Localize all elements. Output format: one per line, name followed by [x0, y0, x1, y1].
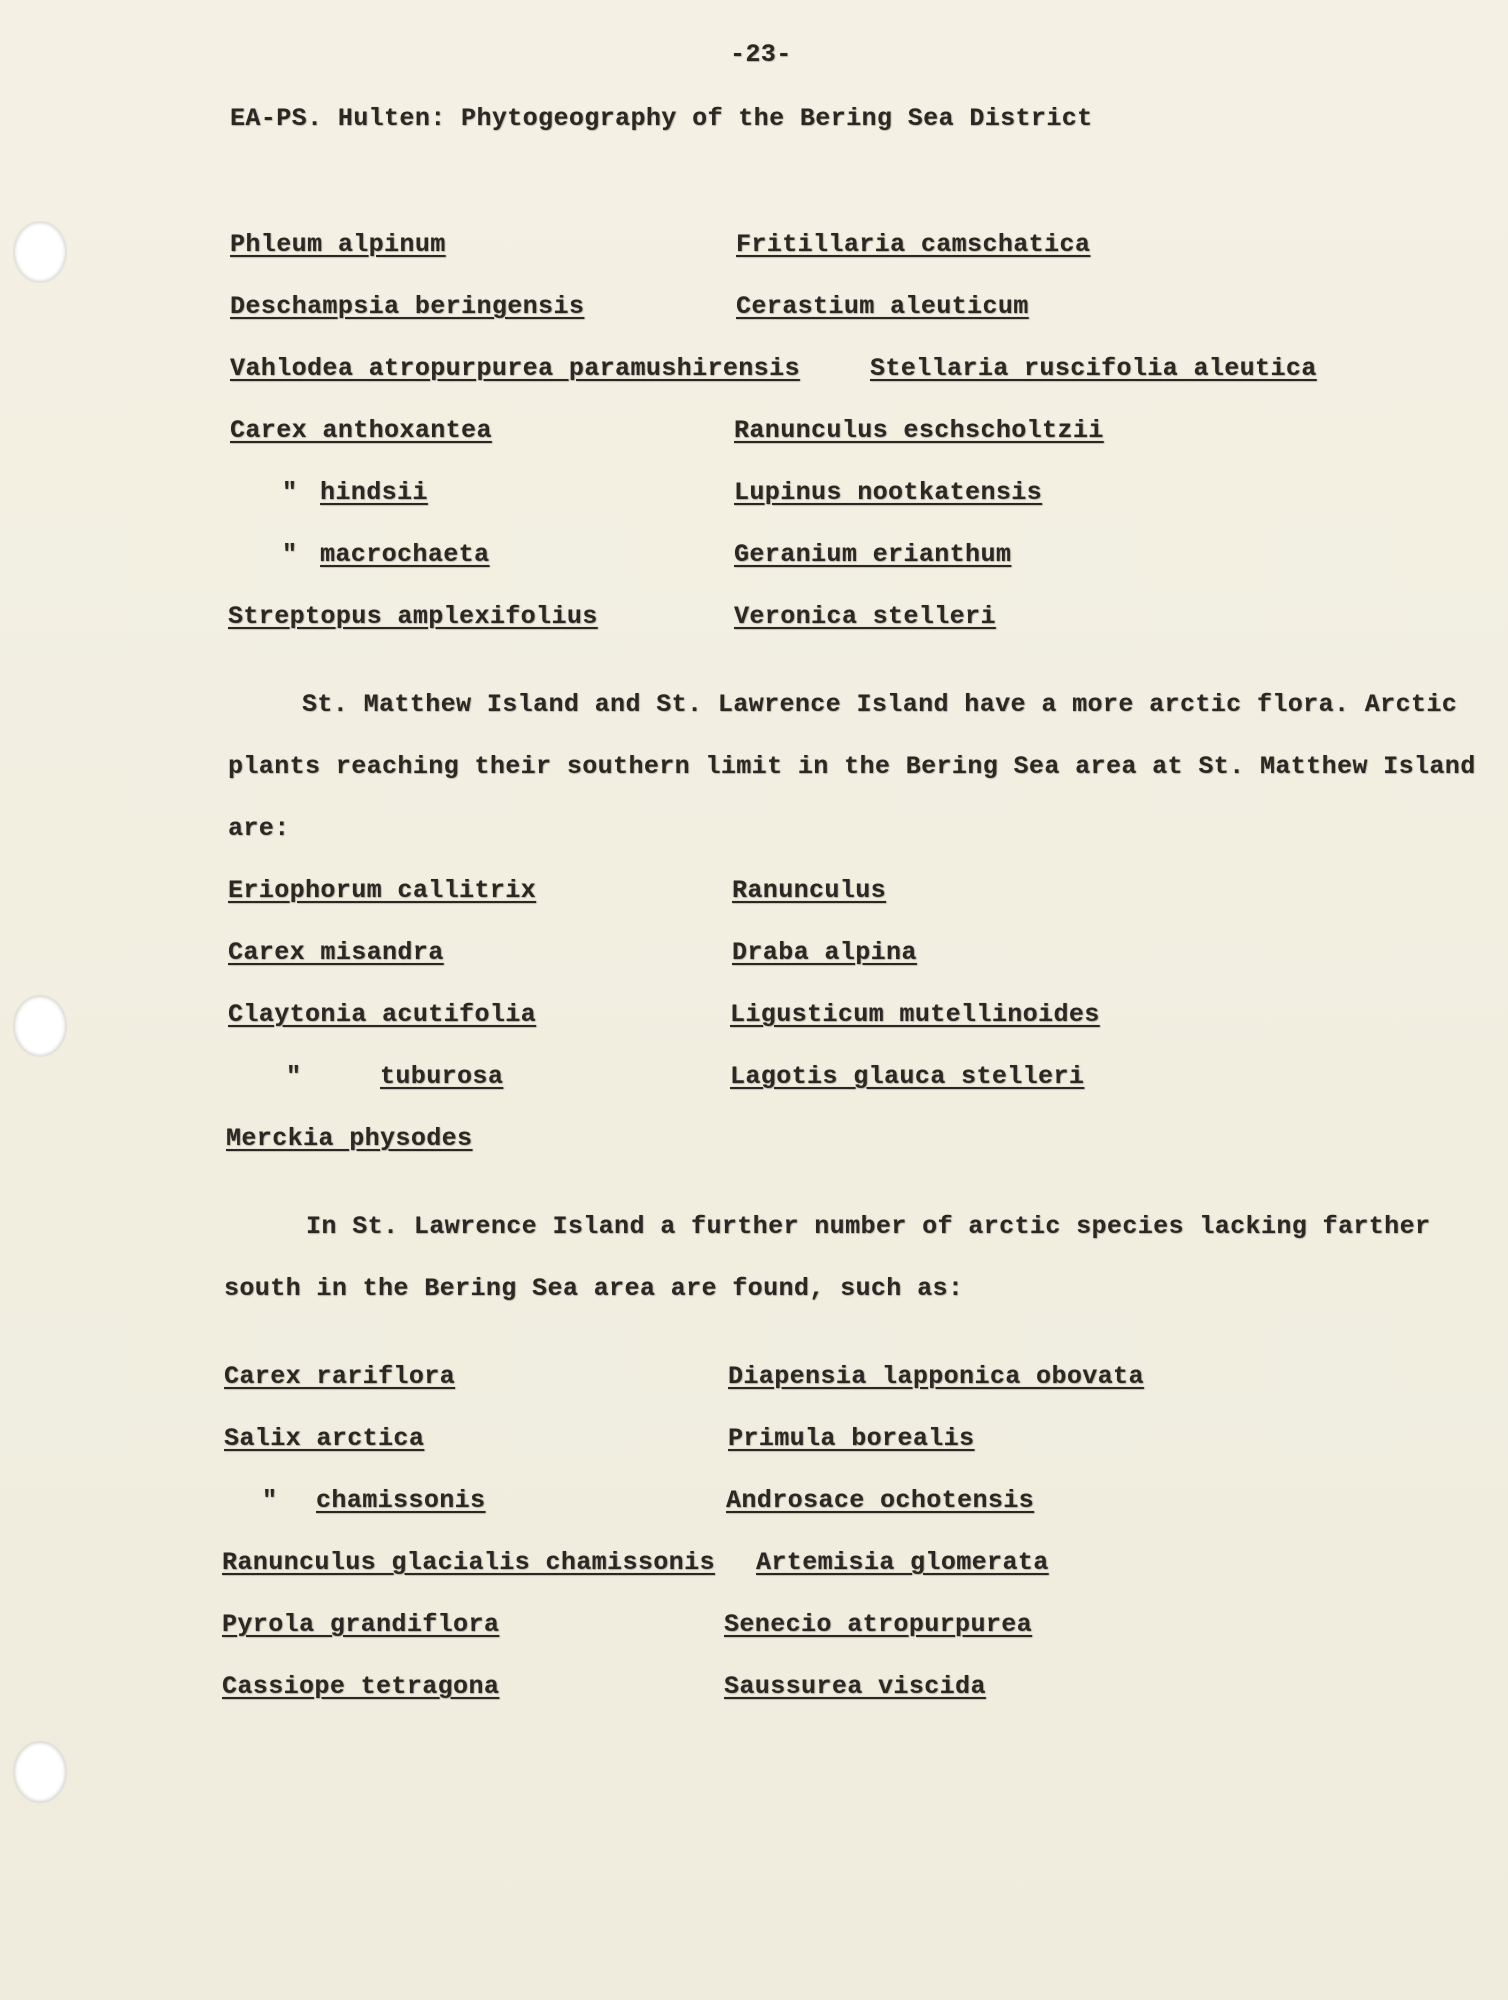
species-name: Lupinus nootkatensis: [734, 478, 1043, 507]
species-name: chamissonis: [316, 1486, 486, 1515]
species-name: Carex misandra: [228, 938, 444, 967]
species-name: Cassiope tetragona: [222, 1672, 500, 1701]
species-name: hindsii: [320, 478, 428, 507]
species-name: Salix arctica: [224, 1424, 425, 1453]
species-name: Fritillaria camschatica: [736, 230, 1091, 259]
species-name: Phleum alpinum: [230, 230, 446, 259]
page-number: -23-: [730, 40, 792, 69]
species-name: macrochaeta: [320, 540, 490, 569]
paragraph-line: In St. Lawrence Island a further number of arctic species lacking farther: [306, 1212, 1431, 1241]
species-name: Merckia physodes: [226, 1124, 473, 1153]
species-name: Senecio atropurpurea: [724, 1610, 1033, 1639]
species-name: Ligusticum mutellinoides: [730, 1000, 1100, 1029]
species-name: Eriophorum callitrix: [228, 876, 537, 905]
species-name: Deschampsia beringensis: [230, 292, 585, 321]
punch-hole: [14, 222, 66, 282]
species-name: Lagotis glauca stelleri: [730, 1062, 1085, 1091]
paragraph-line: plants reaching their southern limit in the Bering Sea area at St. Matthew Island: [228, 752, 1476, 781]
species-name: Claytonia acutifolia: [228, 1000, 537, 1029]
species-name: Primula borealis: [728, 1424, 975, 1453]
punch-hole: [14, 1742, 66, 1802]
species-name: Artemisia glomerata: [756, 1548, 1049, 1577]
species-name: Streptopus amplexifolius: [228, 602, 598, 631]
ditto-mark: ": [286, 1062, 302, 1091]
species-name: Saussurea viscida: [724, 1672, 986, 1701]
species-name: Diapensia lapponica obovata: [728, 1362, 1144, 1391]
ditto-mark: ": [282, 478, 298, 507]
species-name: tuburosa: [380, 1062, 504, 1091]
species-name: Geranium erianthum: [734, 540, 1012, 569]
species-name: Ranunculus eschscholtzii: [734, 416, 1104, 445]
species-name: Draba alpina: [732, 938, 917, 967]
paragraph-line: are:: [228, 814, 290, 843]
species-name: Ranunculus: [732, 876, 887, 905]
species-name: Pyrola grandiflora: [222, 1610, 500, 1639]
running-header: EA-PS. Hulten: Phytogeography of the Bering Sea District: [230, 104, 1093, 133]
ditto-mark: ": [262, 1486, 278, 1515]
paragraph-line: St. Matthew Island and St. Lawrence Island have a more arctic flora. Arctic: [302, 690, 1458, 719]
species-name: Veronica stelleri: [734, 602, 996, 631]
ditto-mark: ": [282, 540, 298, 569]
species-name: Cerastium aleuticum: [736, 292, 1029, 321]
species-name: Ranunculus glacialis chamissonis: [222, 1548, 715, 1577]
paragraph-line: south in the Bering Sea area are found, such as:: [224, 1274, 964, 1303]
punch-hole: [14, 996, 66, 1056]
species-name: Carex anthoxantea: [230, 416, 492, 445]
species-name: Vahlodea atropurpurea paramushirensis: [230, 354, 800, 383]
species-name: Androsace ochotensis: [726, 1486, 1035, 1515]
species-name: Stellaria ruscifolia aleutica: [870, 354, 1317, 383]
species-name: Carex rariflora: [224, 1362, 456, 1391]
